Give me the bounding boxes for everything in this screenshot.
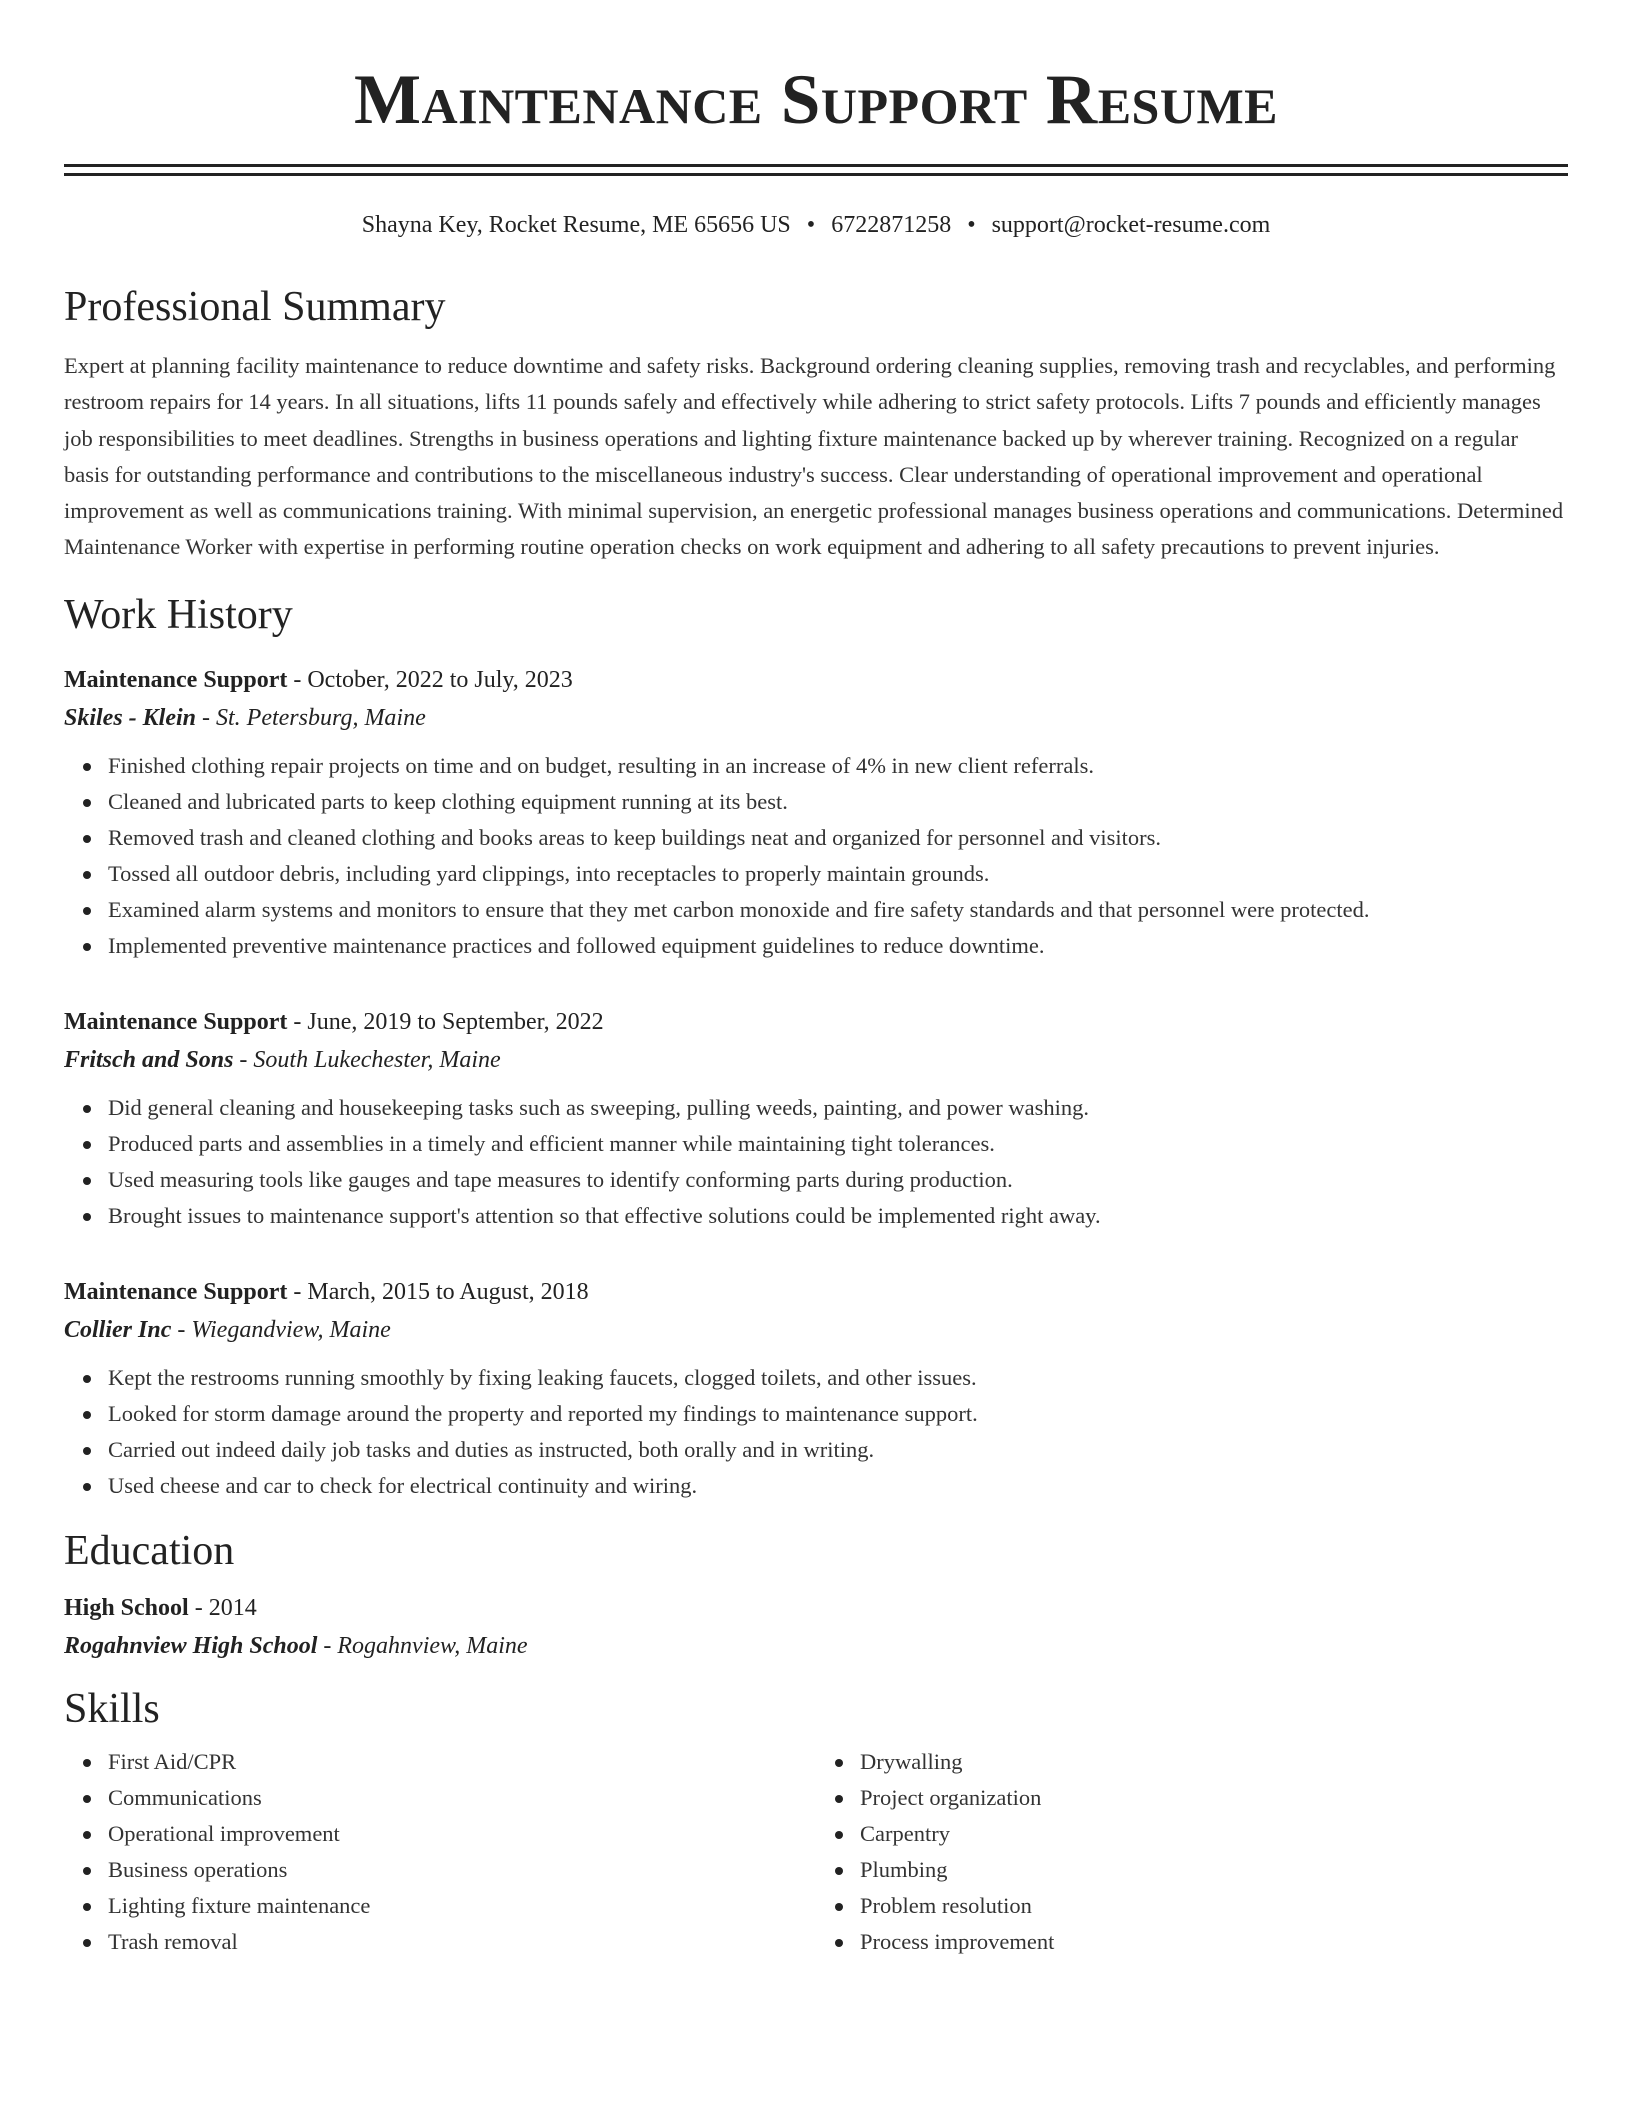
resume-page bbox=[64, 0, 1568, 1960]
job-title-line bbox=[64, 662, 1568, 698]
contact-separator: • bbox=[967, 212, 976, 238]
job-dates: - June, 2019 to September, 2022 bbox=[287, 1008, 604, 1035]
skill-item: Lighting fixture maintenance bbox=[108, 1888, 816, 1924]
education-year: - 2014 bbox=[188, 1594, 257, 1621]
job-title: Maintenance Support bbox=[64, 666, 288, 693]
list-item: Brought issues to maintenance support's attention so that effective solutions could be implemented right away. bbox=[108, 1198, 1568, 1234]
job-location: - Wiegandview, Maine bbox=[171, 1316, 391, 1343]
job-company-line bbox=[64, 1310, 1568, 1350]
section-heading-education: Education bbox=[64, 1527, 235, 1574]
job-bullets bbox=[64, 1360, 1568, 1504]
education-degree: High School bbox=[64, 1594, 189, 1621]
job-company: Skiles - Klein bbox=[64, 704, 197, 731]
list-item: Examined alarm systems and monitors to ensure that they met carbon monoxide and fire safety standards and that personnel were protected. bbox=[108, 892, 1568, 928]
skill-item: Trash removal bbox=[108, 1924, 816, 1960]
list-item: Tossed all outdoor debris, including yard clippings, into receptacles to properly maintain grounds. bbox=[108, 856, 1568, 892]
job-title-line bbox=[64, 1274, 1568, 1310]
skill-item: Operational improvement bbox=[108, 1816, 816, 1852]
list-item: Used measuring tools like gauges and tape measures to identify conforming parts during production. bbox=[108, 1162, 1568, 1198]
education-school-line bbox=[64, 1626, 1568, 1666]
list-item: Did general cleaning and housekeeping tasks such as sweeping, pulling weeds, painting, and power washing. bbox=[108, 1090, 1568, 1126]
education-school: Rogahnview High School bbox=[64, 1632, 318, 1659]
job-company: Collier Inc bbox=[64, 1316, 172, 1343]
job-dates: - March, 2015 to August, 2018 bbox=[287, 1278, 589, 1305]
job-dates: - October, 2022 to July, 2023 bbox=[287, 666, 573, 693]
job-title: Maintenance Support bbox=[64, 1278, 288, 1305]
job-title-line bbox=[64, 1004, 1568, 1040]
list-item: Removed trash and cleaned clothing and books areas to keep buildings neat and organized for personnel and visitors. bbox=[108, 820, 1568, 856]
list-item: Looked for storm damage around the property and reported my findings to maintenance support. bbox=[108, 1396, 1568, 1432]
job-title: Maintenance Support bbox=[64, 1008, 288, 1035]
list-item: Carried out indeed daily job tasks and duties as instructed, both orally and in writing. bbox=[108, 1432, 1568, 1468]
skill-item: Project organization bbox=[860, 1780, 1568, 1816]
list-item: Kept the restrooms running smoothly by fixing leaking faucets, clogged toilets, and other issues. bbox=[108, 1360, 1568, 1396]
job-bullets bbox=[64, 748, 1568, 964]
skills-list bbox=[64, 1744, 1568, 1960]
summary-text: Expert at planning facility maintenance to reduce downtime and safety risks. Background ordering cleaning supplies, removing trash and recyclables, and performing restroom repairs for 14 years. In all situations, lifts 11 pounds safely and effectively while adhering to strict safety protocols. Lifts 7 pounds and efficiently manages job responsibilities to meet deadlines. Strengths in business operations and lighting fixture maintenance backed up by wherever training. Recognized on a regular basis for outstanding performance and contributions to the miscellaneous industry's success. Clear understanding of operational improvement and operational improvement as well as communications training. With minimal supervision, an energetic professional manages business operations and communications. Determined Maintenance Worker with expertise in performing routine operation checks on work equipment and adhering to all safety precautions to prevent injuries. bbox=[64, 353, 1564, 560]
job-company-line bbox=[64, 1040, 1568, 1080]
contact-address: Shayna Key, Rocket Resume, ME 65656 US bbox=[361, 212, 791, 238]
skill-item: Process improvement bbox=[860, 1924, 1568, 1960]
list-item: Implemented preventive maintenance practices and followed equipment guidelines to reduce downtime. bbox=[108, 928, 1568, 964]
education-degree-line bbox=[64, 1590, 1568, 1626]
skill-item: Communications bbox=[108, 1780, 816, 1816]
job-entry bbox=[64, 1004, 1568, 1234]
section-heading-skills: Skills bbox=[64, 1685, 160, 1732]
job-company-line bbox=[64, 698, 1568, 738]
skills-column-right bbox=[816, 1744, 1568, 1960]
section-heading-summary: Professional Summary bbox=[64, 284, 446, 330]
contact-separator: • bbox=[806, 212, 816, 238]
list-item: Used cheese and car to check for electrical continuity and wiring. bbox=[108, 1468, 1568, 1504]
skill-item: Business operations bbox=[108, 1852, 816, 1888]
contact-email: support@rocket-resume.com bbox=[991, 212, 1271, 238]
education-entry bbox=[64, 1590, 1568, 1666]
list-item: Cleaned and lubricated parts to keep clothing equipment running at its best. bbox=[108, 784, 1568, 820]
skill-item: First Aid/CPR bbox=[108, 1744, 816, 1780]
job-entry bbox=[64, 662, 1568, 964]
education-location: - Rogahnview, Maine bbox=[317, 1632, 528, 1659]
skill-item: Problem resolution bbox=[860, 1888, 1568, 1924]
list-item: Finished clothing repair projects on time and on budget, resulting in an increase of 4% in new client referrals. bbox=[108, 748, 1568, 784]
contact-info bbox=[64, 210, 1568, 240]
job-company: Fritsch and Sons bbox=[64, 1046, 234, 1073]
contact-phone: 6722871258 bbox=[831, 212, 952, 238]
skills-column-left bbox=[64, 1744, 816, 1960]
skill-item: Plumbing bbox=[860, 1852, 1568, 1888]
job-entry bbox=[64, 1274, 1568, 1504]
job-location: - South Lukechester, Maine bbox=[233, 1046, 501, 1073]
page-title: Maintenance Support Resume bbox=[353, 61, 1279, 139]
job-bullets bbox=[64, 1090, 1568, 1234]
job-location: - St. Petersburg, Maine bbox=[196, 704, 426, 731]
section-heading-work-history: Work History bbox=[64, 591, 293, 638]
skill-item: Carpentry bbox=[860, 1816, 1568, 1852]
title-divider-top bbox=[64, 164, 1568, 167]
list-item: Produced parts and assemblies in a timely and efficient manner while maintaining tight tolerances. bbox=[108, 1126, 1568, 1162]
title-divider-bottom bbox=[64, 173, 1568, 176]
skill-item: Drywalling bbox=[860, 1744, 1568, 1780]
